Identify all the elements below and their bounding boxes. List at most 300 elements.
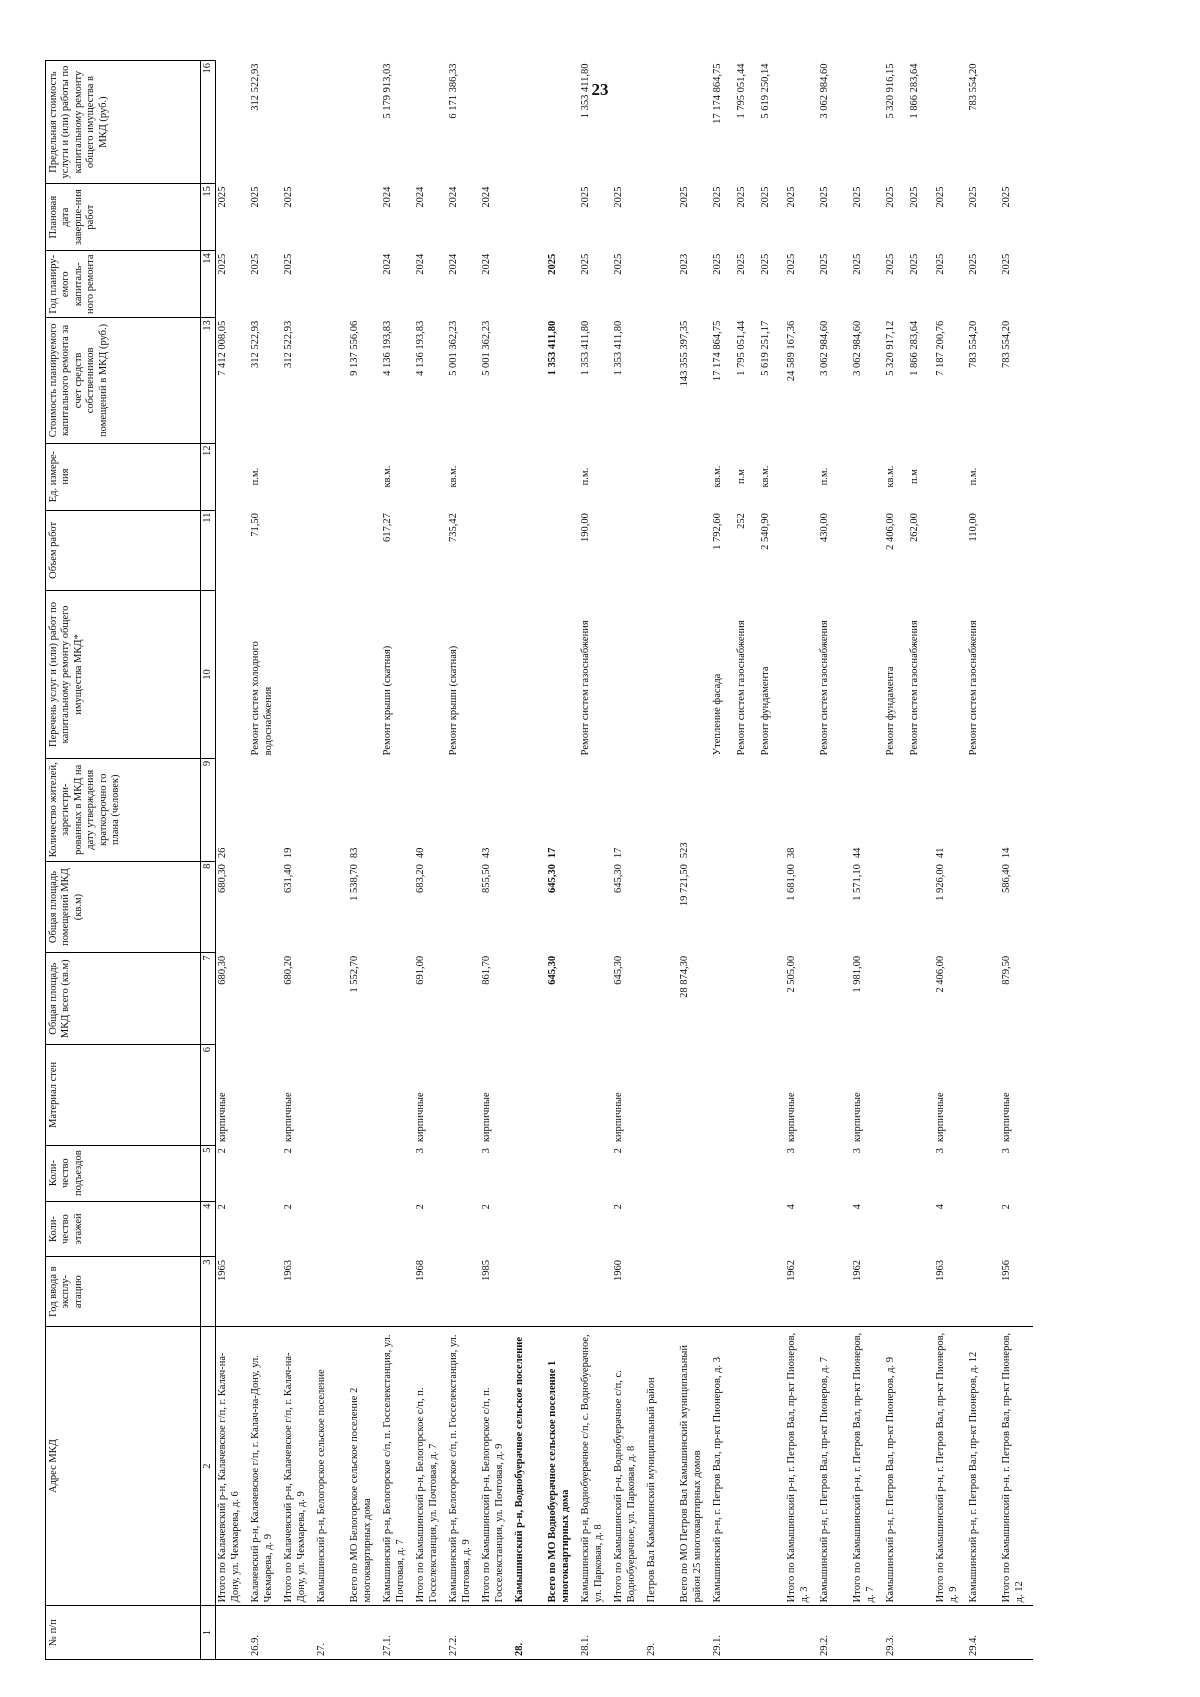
table-cell: п.м. (250, 467, 262, 486)
table-cell-line: Ремонт фундамента (760, 666, 772, 756)
table-cell: 27.2. (447, 1606, 480, 1660)
column-number-cell: 10 (201, 591, 216, 759)
table-cell: 1 353 411,80 (580, 63, 592, 119)
table-cell (678, 591, 711, 759)
table-cell: 645,30 (613, 864, 625, 894)
table-cell-multi (711, 443, 785, 510)
table-cell: 3 062 984,60 (852, 320, 864, 376)
table-cell (645, 1145, 678, 1201)
table-cell: 1985 (480, 1257, 513, 1326)
table-cell: 9 137 556,06 (349, 320, 361, 376)
table-cell: 5 001 362,23 (448, 320, 460, 376)
table-cell: 2025 (786, 253, 798, 275)
table-cell (579, 1201, 612, 1257)
table-cell: кирпичные (935, 1092, 947, 1143)
table-cell (1000, 1606, 1033, 1660)
table-cell: 5 179 913,03 (382, 63, 394, 119)
table-cell: 2 406,00 (935, 955, 947, 993)
table-cell: 2024 (448, 253, 460, 275)
table-cell: 2 (283, 1148, 295, 1154)
table-cell: 1963 (282, 1257, 315, 1326)
table-cell (348, 1045, 381, 1146)
table-cell: кирпичные (481, 1092, 493, 1143)
table-cell: 2 (481, 1204, 493, 1210)
table-cell: 3 (415, 1148, 427, 1154)
table-cell: 2024 (481, 253, 493, 275)
table-row (315, 61, 348, 1660)
table-cell: 2025 (786, 186, 798, 208)
table-cell: 27. (315, 1606, 348, 1660)
table-cell (381, 953, 414, 1045)
table-cell: 855,50 (481, 864, 493, 894)
table-cell: 14 (1001, 847, 1013, 859)
table-cell: 2 (217, 1204, 229, 1210)
table-cell (546, 591, 579, 759)
table-row (612, 61, 645, 1660)
table-cell (447, 1045, 480, 1146)
table-cell (967, 758, 1000, 861)
table-cell: 29. (645, 1606, 678, 1660)
table-cell (282, 61, 315, 184)
header-cell: Стоимость планируемого капитального ремонта за счет средств собственников помещений в МКД (руб.) (46, 318, 201, 443)
table-cell: 4 (935, 1204, 947, 1210)
table-cell: 783 554,20 (968, 320, 980, 369)
table-cell: 430,00 (819, 513, 831, 542)
header-cell: Общая площадь МКД всего (кв.м) (46, 953, 201, 1045)
table-cell-multi (884, 443, 934, 510)
table-cell: 2025 (679, 186, 691, 208)
table-row (818, 61, 851, 1660)
table-cell (678, 1257, 711, 1326)
table-cell: Камышинский р-н, Белогорское с/п, п. Госселекстанция, ул. Почтовая, д. 9 (447, 1326, 480, 1606)
table-cell (851, 591, 884, 759)
table-cell (447, 1145, 480, 1201)
table-cell (447, 758, 480, 861)
header-cell: Общая площадь помещений МКД (кв.м) (46, 861, 201, 953)
table-cell (934, 61, 967, 184)
table-cell: 645,30 (613, 955, 625, 985)
table-cell (934, 510, 967, 591)
table-cell: Калачевский р-н, Калачевское г/п, г. Калач-на-Дону, ул. Чекмарева, д. 9 (249, 1326, 282, 1606)
table-cell: кв.м. (382, 465, 394, 488)
table-cell: 631,40 (283, 864, 295, 894)
table-row (546, 61, 579, 1660)
header-cell: Коли-чество подъездов (46, 1145, 201, 1201)
table-cell: Камышинский р-н, Белогорское с/п, п. Госселекстанция, ул. Почтовая, д. 7 (381, 1326, 414, 1606)
table-cell (546, 1257, 579, 1326)
table-cell (315, 443, 348, 510)
table-cell (546, 1201, 579, 1257)
table-cell (513, 861, 546, 953)
table-cell-line: 2025 (736, 253, 748, 275)
table-cell: Ремонт систем газоснабжения (968, 620, 980, 756)
table-cell: Ремонт систем холодного водоснабжения (250, 641, 274, 756)
table-cell: 6 171 386,33 (448, 63, 460, 119)
capital-repair-plan-table (45, 60, 1033, 1660)
column-number-cell: 4 (201, 1201, 216, 1257)
table-cell (884, 1045, 934, 1146)
table-cell (546, 1045, 579, 1146)
table-cell (282, 1606, 315, 1660)
table-cell (381, 1257, 414, 1326)
table-cell: 4 (786, 1204, 798, 1210)
table-cell: 2025 (935, 253, 947, 275)
table-cell: 17 (613, 847, 625, 859)
table-cell: Итого по Калачевский р-н, Калачевское г/п, г. Калач-на-Дону, ул. Чекмарева, д. 6 (216, 1326, 250, 1606)
table-cell (612, 443, 645, 510)
table-cell (645, 1045, 678, 1146)
table-cell-multi (711, 184, 785, 251)
table-cell: п.м. (819, 467, 831, 486)
column-number-cell: 2 (201, 1326, 216, 1606)
table-cell: Камышинский р-н, г. Петров Вал, пр-кт Пионеров, д. 12 (967, 1326, 1000, 1606)
table-cell: 312 522,93 (283, 320, 295, 369)
table-cell: 1 353 411,80 (613, 320, 625, 376)
table-cell (884, 953, 934, 1045)
table-cell (645, 184, 678, 251)
table-cell: 2025 (613, 253, 625, 275)
table-cell: 40 (415, 847, 427, 859)
table-cell: 2024 (382, 186, 394, 208)
table-cell (818, 1257, 851, 1326)
table-cell: 879,50 (1001, 955, 1013, 985)
table-cell: 312 522,93 (250, 63, 262, 111)
table-cell (282, 443, 315, 510)
table-cell (348, 61, 381, 184)
table-cell: 143 355 397,35 (679, 320, 691, 387)
table-cell: 2025 (968, 186, 980, 208)
table-cell: 586,40 (1001, 864, 1013, 894)
table-cell (678, 443, 711, 510)
table-cell: 43 (481, 847, 493, 859)
table-cell-multi (711, 510, 785, 591)
column-number-cell: 6 (201, 1045, 216, 1146)
table-cell (348, 1201, 381, 1257)
table-cell (645, 591, 678, 759)
table-body (216, 61, 1034, 1660)
table-cell (851, 510, 884, 591)
table-cell: 28 874,30 (679, 955, 691, 998)
table-cell: Всего по МО Воднобуерачное сельское поселение 1 многоквартирных дома (546, 1326, 579, 1606)
table-cell: 38 (786, 847, 798, 859)
table-row (851, 61, 884, 1660)
table-cell-line: 1 795 051,44 (736, 63, 748, 119)
table-cell (711, 1045, 785, 1146)
table-cell: 2025 (852, 186, 864, 208)
table-cell-line: кв.м. (760, 465, 772, 488)
table-cell: Камышинский р-н, г. Петров Вал, пр-кт Пионеров, д. 9 (884, 1326, 934, 1606)
table-cell: 2025 (217, 186, 229, 208)
table-cell: Ремонт систем газоснабжения (580, 620, 592, 756)
column-number-cell: 8 (201, 861, 216, 953)
table-cell (249, 1257, 282, 1326)
table-cell (414, 443, 447, 510)
table-cell (967, 861, 1000, 953)
table-cell: 1962 (785, 1257, 818, 1326)
table-cell: 2025 (250, 186, 262, 208)
table-cell (785, 591, 818, 759)
table-cell: 1 571,10 (852, 864, 864, 901)
table-cell: 2025 (1001, 253, 1013, 275)
table-row (513, 61, 546, 1660)
table-row (645, 61, 678, 1660)
table-cell: 5 001 362,23 (481, 320, 493, 376)
table-cell: Камышинский р-н, Воднобуерачное с/п, с. Воднобуерачное, ул. Парковая, д. 8 (579, 1326, 612, 1606)
table-cell: 2023 (679, 253, 691, 275)
table-cell: 24 589 167,36 (786, 320, 798, 382)
table-cell (645, 1201, 678, 1257)
table-cell (414, 61, 447, 184)
table-cell: Ремонт крыши (скатная) (448, 645, 460, 756)
table-cell: кирпичные (786, 1092, 798, 1143)
table-cell: 41 (935, 847, 947, 859)
table-cell-line: п.м (736, 469, 748, 484)
table-cell (447, 861, 480, 953)
table-cell (315, 1201, 348, 1257)
table-row (480, 61, 513, 1660)
table-cell (645, 510, 678, 591)
table-cell: 645,30 (547, 864, 559, 894)
table-cell (513, 1201, 546, 1257)
table-cell-line: 2025 (712, 253, 724, 275)
table-cell: 19 (283, 847, 295, 859)
table-cell: 2 (613, 1204, 625, 1210)
table-cell: Итого по Камышинский р-н, Белогорское с/п, п. Госселекстанция, ул. Почтовая, д. 9 (480, 1326, 513, 1606)
table-cell-line: 252 (736, 513, 748, 529)
table-cell-line: кв.м. (885, 465, 897, 488)
rotated-table-container (45, 60, 1145, 1660)
column-number-cell: 7 (201, 953, 216, 1045)
table-cell: 28.1. (579, 1606, 612, 1660)
table-row (785, 61, 818, 1660)
table-cell (612, 61, 645, 184)
table-cell-line: 2025 (712, 186, 724, 208)
table-cell (645, 861, 678, 953)
column-number-cell: 9 (201, 758, 216, 861)
table-cell: кирпичные (283, 1092, 295, 1143)
table-cell (818, 1045, 851, 1146)
page-number: 23 (591, 80, 609, 99)
table-cell (785, 61, 818, 184)
table-cell (513, 1145, 546, 1201)
table-cell: 28. (513, 1606, 546, 1660)
table-cell (348, 510, 381, 591)
table-cell (1000, 591, 1033, 759)
table-cell (967, 1201, 1000, 1257)
table-cell: 2025 (935, 186, 947, 208)
table-cell (851, 1606, 884, 1660)
table-cell (249, 1045, 282, 1146)
column-number-cell: 14 (201, 251, 216, 318)
table-cell (315, 510, 348, 591)
table-cell-multi (884, 318, 934, 443)
table-cell: 2 (283, 1204, 295, 1210)
table-cell (480, 510, 513, 591)
table-cell-line: 5 320 917,12 (885, 320, 897, 376)
table-cell-multi (711, 318, 785, 443)
table-cell: 2024 (382, 253, 394, 275)
table-cell: 2025 (613, 186, 625, 208)
table-cell: 4 136 193,83 (415, 320, 427, 376)
table-cell (414, 510, 447, 591)
table-cell: 3 (935, 1148, 947, 1154)
table-cell (249, 1145, 282, 1201)
table-cell (315, 861, 348, 953)
table-cell (513, 591, 546, 759)
table-cell: 2024 (481, 186, 493, 208)
table-cell: 312 522,93 (250, 320, 262, 369)
table-cell (546, 510, 579, 591)
table-cell-line: 1 795 051,44 (736, 320, 748, 376)
table-cell: 2025 (283, 253, 295, 275)
table-cell: кирпичные (217, 1092, 229, 1143)
table-cell (216, 443, 250, 510)
table-cell (884, 861, 934, 953)
header-cell: Материал стен (46, 1045, 201, 1146)
table-cell: 29.2. (818, 1606, 851, 1660)
table-row (967, 61, 1000, 1660)
table-cell (546, 184, 579, 251)
table-cell-line: Утепление фасада (712, 673, 724, 756)
table-cell: 1965 (216, 1257, 250, 1326)
table-cell (546, 61, 579, 184)
table-cell (216, 510, 250, 591)
header-cell: Плановая дата заверше-ния работ (46, 184, 201, 251)
table-cell (645, 251, 678, 318)
table-cell (315, 758, 348, 861)
table-cell (678, 510, 711, 591)
table-cell (348, 184, 381, 251)
table-cell: 1956 (1000, 1257, 1033, 1326)
table-cell: Ремонт систем газоснабжения (819, 620, 831, 756)
table-cell (546, 1606, 579, 1660)
table-cell (282, 591, 315, 759)
table-cell-multi (884, 510, 934, 591)
table-cell: Итого по Камышинский р-н, Белогорское с/п, п. Госселекстанция, ул. Почтовая, д. 7 (414, 1326, 447, 1606)
table-cell-line: 2025 (885, 253, 897, 275)
table-cell (513, 318, 546, 443)
table-cell: 680,20 (283, 955, 295, 985)
column-number-cell: 12 (201, 443, 216, 510)
header-cell: Перечень услуг и (или) работ по капитальному ремонту общего имущества МКД* (46, 591, 201, 759)
table-cell-line: Ремонт систем газоснабжения (736, 620, 748, 756)
table-cell: 2025 (580, 253, 592, 275)
table-cell: 2024 (448, 186, 460, 208)
table-cell (645, 953, 678, 1045)
table-cell: 2025 (580, 186, 592, 208)
table-cell: Итого по Камышинский р-н, г. Петров Вал, пр-кт Пионеров, д. 12 (1000, 1326, 1033, 1606)
table-cell (249, 861, 282, 953)
table-cell (785, 1606, 818, 1660)
table-cell: 26 (217, 847, 229, 859)
table-cell: 3 (481, 1148, 493, 1154)
table-cell: 1968 (414, 1257, 447, 1326)
table-cell (513, 251, 546, 318)
table-cell: 1960 (612, 1257, 645, 1326)
table-row (249, 61, 282, 1660)
table-row (447, 61, 480, 1660)
table-cell-multi (884, 184, 934, 251)
header-cell: Год планиру-емого капиталь-ного ремонта (46, 251, 201, 318)
table-cell-line: 17 174 864,75 (712, 63, 724, 124)
table-cell (381, 861, 414, 953)
table-row (381, 61, 414, 1660)
table-cell-line: 2025 (760, 186, 772, 208)
table-cell: 683,20 (415, 864, 427, 894)
table-cell-line: 2025 (909, 253, 921, 275)
table-cell: п.м. (580, 467, 592, 486)
table-cell (348, 1145, 381, 1201)
column-number-row (201, 61, 216, 1660)
table-cell (381, 1145, 414, 1201)
table-cell (216, 1606, 250, 1660)
table-cell (579, 758, 612, 861)
table-cell (315, 953, 348, 1045)
table-cell (884, 1201, 934, 1257)
table-cell (315, 1045, 348, 1146)
table-cell: 2025 (968, 253, 980, 275)
table-cell: 735,42 (448, 513, 460, 542)
table-cell (315, 184, 348, 251)
column-number-cell: 5 (201, 1145, 216, 1201)
table-cell (678, 1606, 711, 1660)
table-cell: 2 (613, 1148, 625, 1154)
table-cell (1000, 61, 1033, 184)
table-cell: 2 505,00 (786, 955, 798, 993)
table-cell: 17 (547, 847, 559, 859)
table-cell (645, 61, 678, 184)
table-cell: 2024 (415, 186, 427, 208)
table-cell-line: кв.м. (712, 465, 724, 488)
table-cell (480, 591, 513, 759)
table-cell-line: 5 619 250,14 (760, 63, 772, 119)
table-cell-line: 2 406,00 (885, 513, 897, 550)
table-cell: 1 681,00 (786, 864, 798, 901)
table-cell (249, 758, 282, 861)
table-cell (480, 61, 513, 184)
table-cell: 29.4. (967, 1606, 1000, 1660)
table-cell (818, 758, 851, 861)
table-cell: 691,00 (415, 955, 427, 985)
table-cell (315, 318, 348, 443)
table-cell-multi (884, 591, 934, 759)
table-cell-line: 2025 (909, 186, 921, 208)
header-cell: Год ввода в эксплу-атацию (46, 1257, 201, 1326)
table-cell (315, 1145, 348, 1201)
table-cell: Камышинский р-н, Воднобуерачное сельское поселение (513, 1326, 546, 1606)
table-cell (249, 1201, 282, 1257)
table-cell (381, 758, 414, 861)
table-cell (1000, 510, 1033, 591)
table-cell (348, 251, 381, 318)
table-cell (612, 1606, 645, 1660)
table-cell: 680,30 (217, 955, 229, 985)
table-cell: 1962 (851, 1257, 884, 1326)
table-row (282, 61, 315, 1660)
header-cell: Объем работ (46, 510, 201, 591)
table-cell: 19 721,50 (679, 864, 691, 907)
table-cell (884, 1145, 934, 1201)
header-cell: Количество жителей, зарегистри-рованных в МКД на дату утверждения краткосрочно го плана (человек) (46, 758, 201, 861)
table-cell (818, 1145, 851, 1201)
table-cell: 2 (1001, 1204, 1013, 1210)
table-cell-line: 1 866 283,64 (909, 63, 921, 119)
table-cell (282, 510, 315, 591)
table-cell (818, 861, 851, 953)
header-cell: Адрес МКД (46, 1326, 201, 1606)
table-cell (934, 591, 967, 759)
table-cell: Итого по Камышинский р-н, г. Петров Вал, пр-кт Пионеров, д. 9 (934, 1326, 967, 1606)
